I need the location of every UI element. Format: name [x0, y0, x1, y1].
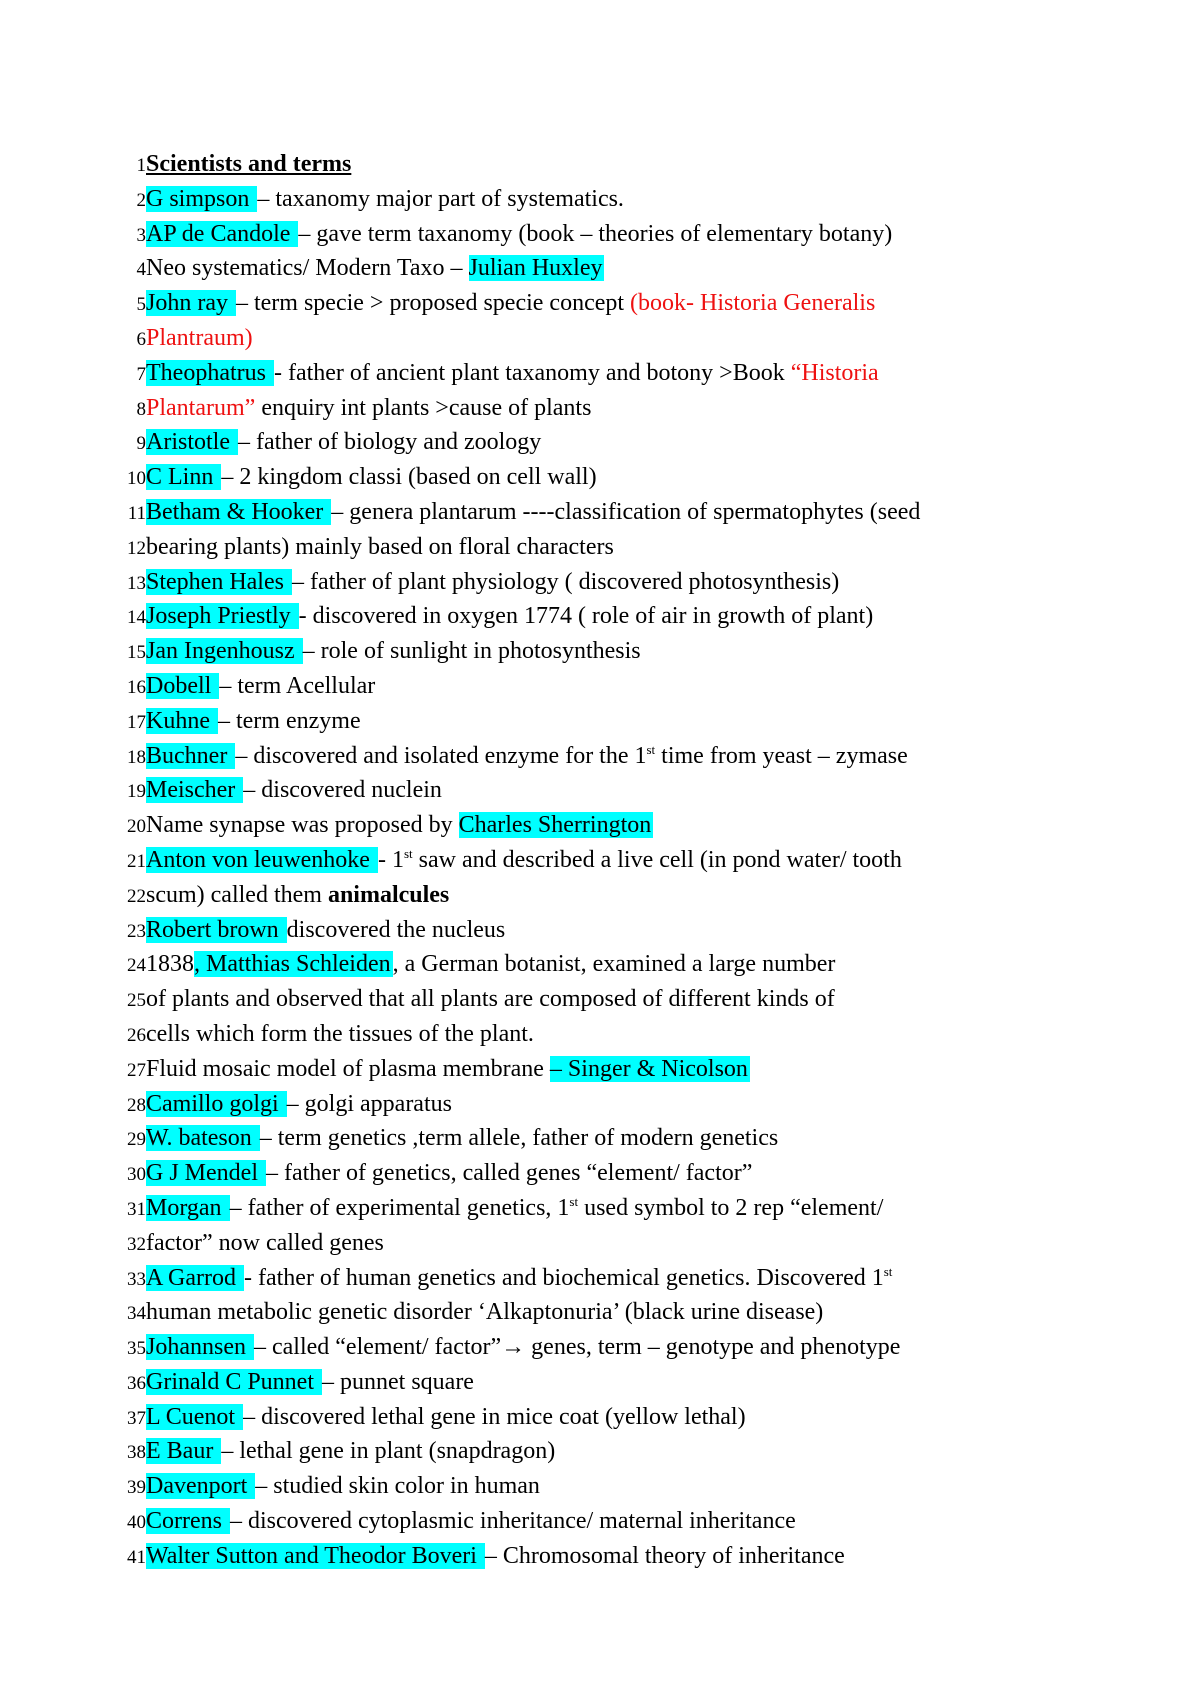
- line-text: [146, 1330, 900, 1365]
- line-text: [146, 704, 361, 739]
- text-segment: – Chromosomal theory of inheritance: [484, 1542, 845, 1569]
- text-segment: – term Acellular: [219, 672, 376, 699]
- line-number: 26: [127, 1024, 146, 1046]
- line-number: 16: [127, 676, 146, 698]
- text-segment: bearing plants) mainly based on floral characters: [146, 533, 614, 560]
- highlighted-name: Aristotle: [146, 429, 236, 456]
- text-segment: – gave term taxanomy (book – theories of elementary botany): [298, 220, 893, 247]
- line-number: 7: [136, 363, 146, 385]
- document-line: [0, 565, 1200, 600]
- red-book-title: Plantraum): [146, 324, 253, 351]
- text-segment: – father of plant physiology ( discovered photosynthesis): [291, 568, 840, 595]
- line-number: 33: [127, 1268, 146, 1290]
- line-number: 5: [136, 294, 146, 316]
- document-line: [0, 1469, 1200, 1504]
- document-line: [0, 843, 1200, 878]
- line-text: [146, 321, 253, 356]
- text-segment: – father of biology and zoology: [238, 429, 542, 456]
- line-number: 32: [127, 1233, 146, 1255]
- line-number: 29: [127, 1129, 146, 1151]
- line-text: [146, 1191, 883, 1226]
- highlighted-name: Johannsen: [146, 1334, 252, 1361]
- line-number: 28: [127, 1094, 146, 1116]
- document-line: [0, 1087, 1200, 1122]
- document-line: [0, 1365, 1200, 1400]
- document-line: [0, 1400, 1200, 1435]
- line-text: [146, 808, 653, 843]
- highlighted-name: Kuhne: [146, 707, 216, 734]
- page-title: st: [883, 1263, 893, 1279]
- text-segment: saw and described a live cell (in pond water/ tooth: [412, 846, 902, 873]
- text-segment: used symbol to 2 rep “element/: [578, 1194, 884, 1221]
- highlighted-name: G J Mendel: [146, 1160, 264, 1187]
- line-text: [146, 1434, 555, 1469]
- highlighted-name: – Singer & Nicolson: [549, 1055, 748, 1082]
- line-text: [146, 878, 449, 913]
- document-line: [0, 739, 1200, 774]
- document-line: [0, 1261, 1200, 1296]
- text-segment: – taxanomy major part of systematics.: [257, 185, 624, 212]
- document-line: [0, 878, 1200, 913]
- text-segment: discovered the nucleus: [286, 916, 506, 943]
- line-number: 20: [127, 816, 146, 838]
- page-title: st: [646, 741, 656, 757]
- highlighted-name: Buchner: [146, 742, 234, 769]
- document-line: [0, 1539, 1200, 1574]
- line-text: [146, 147, 351, 182]
- document-line: [0, 947, 1200, 982]
- highlighted-name: E Baur: [146, 1438, 220, 1465]
- line-text: [146, 565, 839, 600]
- document-line: [0, 1330, 1200, 1365]
- document-line: [0, 599, 1200, 634]
- line-text: [146, 1295, 823, 1330]
- line-number: 23: [127, 920, 146, 942]
- text-segment: – term enzyme: [217, 707, 361, 734]
- line-number: 30: [127, 1164, 146, 1186]
- text-segment: 1838: [146, 951, 194, 978]
- line-text: [146, 1504, 796, 1539]
- line-number: 9: [136, 433, 146, 455]
- document-line: [0, 391, 1200, 426]
- line-number: 10: [127, 468, 146, 490]
- highlighted-name: Davenport: [146, 1473, 254, 1500]
- document-line: [0, 356, 1200, 391]
- highlighted-name: John ray: [146, 290, 234, 317]
- text-segment: Name synapse was proposed by: [146, 812, 459, 839]
- text-segment: - father of ancient plant taxanomy and botony >Book: [273, 359, 791, 386]
- document-line: [0, 1156, 1200, 1191]
- text-segment: human metabolic genetic disorder ‘Alkaptonuria’ (black urine disease): [146, 1299, 824, 1326]
- line-text: [146, 1539, 845, 1574]
- text-segment: – discovered lethal gene in mice coat (yellow lethal): [243, 1403, 746, 1430]
- line-number: 24: [127, 955, 146, 977]
- line-number: 15: [127, 642, 146, 664]
- text-segment: – father of genetics, called genes “element/ factor”: [265, 1160, 753, 1187]
- text-segment: – discovered cytoplasmic inheritance/ maternal inheritance: [229, 1508, 796, 1535]
- line-number: 39: [127, 1477, 146, 1499]
- line-number: 12: [127, 537, 146, 559]
- line-text: [146, 460, 597, 495]
- highlighted-name: G simpson: [146, 185, 256, 212]
- document-line: [0, 530, 1200, 565]
- document-line: [0, 1017, 1200, 1052]
- line-text: [146, 913, 505, 948]
- highlighted-name: A Garrod: [146, 1264, 242, 1291]
- line-text: [146, 217, 892, 252]
- document-line: [0, 147, 1200, 182]
- text-segment: – golgi apparatus: [286, 1090, 452, 1117]
- document-line: [0, 913, 1200, 948]
- highlighted-name: Dobell: [146, 672, 218, 699]
- text-segment: – punnet square: [322, 1368, 474, 1395]
- line-number: 31: [127, 1198, 146, 1220]
- line-text: [146, 982, 835, 1017]
- text-segment: – father of experimental genetics, 1: [229, 1194, 570, 1221]
- line-number: 35: [127, 1338, 146, 1360]
- highlighted-name: Walter Sutton and Theodor Boveri: [146, 1542, 483, 1569]
- text-segment: – term genetics ,term allele, father of modern genetics: [259, 1125, 779, 1152]
- line-text: [146, 286, 875, 321]
- text-segment: – role of sunlight in photosynthesis: [302, 638, 641, 665]
- line-text: [146, 773, 442, 808]
- document-line: [0, 773, 1200, 808]
- document-body: [0, 147, 1200, 1574]
- red-book-title: (book- Historia Generalis: [630, 290, 876, 317]
- document-line: [0, 669, 1200, 704]
- line-number: 41: [127, 1546, 146, 1568]
- document-line: [0, 460, 1200, 495]
- highlighted-name: Joseph Priestly: [146, 603, 297, 630]
- document-line: [0, 1052, 1200, 1087]
- highlighted-name: Jan Ingenhousz: [146, 638, 301, 665]
- line-text: [146, 356, 879, 391]
- line-text: [146, 599, 873, 634]
- highlighted-name: AP de Candole: [146, 220, 297, 247]
- text-segment: – term specie > proposed specie concept: [235, 290, 631, 317]
- line-number: 2: [136, 189, 146, 211]
- line-text: [146, 391, 591, 426]
- highlighted-name: Stephen Hales: [146, 568, 290, 595]
- document-line: [0, 425, 1200, 460]
- line-number: 1: [136, 155, 146, 176]
- page-title: st: [403, 845, 413, 861]
- text-segment: Neo systematics/ Modern Taxo –: [146, 255, 469, 282]
- highlighted-name: Grinald C Punnet: [146, 1368, 320, 1395]
- line-number: 11: [127, 502, 146, 524]
- line-number: 14: [127, 607, 146, 629]
- text-segment: cells which form the tissues of the plant.: [146, 1020, 534, 1047]
- text-segment: – studied skin color in human: [255, 1473, 540, 1500]
- text-segment: – discovered nuclein: [243, 777, 442, 804]
- highlighted-name: Charles Sherrington: [458, 812, 652, 839]
- line-text: [146, 425, 541, 460]
- red-book-title: “Historia: [790, 359, 879, 386]
- document-line: [0, 1504, 1200, 1539]
- line-number: 4: [136, 259, 146, 281]
- document-line: [0, 251, 1200, 286]
- line-text: [146, 182, 624, 217]
- line-text: [146, 1017, 534, 1052]
- text-segment: - 1: [377, 846, 404, 873]
- line-number: 36: [127, 1372, 146, 1394]
- text-segment: enquiry int plants >cause of plants: [255, 394, 592, 421]
- document-line: [0, 704, 1200, 739]
- document-line: [0, 1295, 1200, 1330]
- line-text: [146, 1400, 746, 1435]
- line-text: [146, 1156, 752, 1191]
- text-segment: Fluid mosaic model of plasma membrane: [146, 1055, 550, 1082]
- text-segment: factor” now called genes: [146, 1229, 384, 1256]
- line-text: [146, 669, 375, 704]
- document-line: [0, 286, 1200, 321]
- document-line: [0, 321, 1200, 356]
- document-line: [0, 495, 1200, 530]
- line-text: [146, 1087, 452, 1122]
- line-text: [146, 251, 604, 286]
- document-line: [0, 808, 1200, 843]
- highlighted-name: Correns: [146, 1508, 228, 1535]
- line-text: [146, 843, 902, 878]
- text-segment: – discovered and isolated enzyme for the 1: [235, 742, 647, 769]
- line-text: [146, 947, 835, 982]
- line-number: 3: [136, 224, 146, 246]
- document-line: [0, 1226, 1200, 1261]
- document-line: [0, 1191, 1200, 1226]
- red-book-title: Plantarum”: [146, 394, 256, 421]
- line-number: 27: [127, 1059, 146, 1081]
- text-segment: – lethal gene in plant (snapdragon): [221, 1438, 556, 1465]
- text-segment: of plants and observed that all plants are composed of different kinds of: [146, 986, 835, 1013]
- highlighted-name: C Linn: [146, 464, 220, 491]
- page-title: st: [569, 1193, 579, 1209]
- line-text: [146, 1469, 540, 1504]
- line-number: 21: [127, 850, 146, 872]
- document-line: [0, 1121, 1200, 1156]
- text-segment: time from yeast – zymase: [655, 742, 908, 769]
- highlighted-name: Robert brown: [146, 916, 285, 943]
- text-segment: animalcules: [327, 881, 450, 908]
- highlighted-name: Meischer: [146, 777, 242, 804]
- line-number: 37: [127, 1407, 146, 1429]
- line-text: [146, 1226, 384, 1261]
- line-number: 8: [136, 398, 146, 420]
- line-number: 13: [127, 572, 146, 594]
- document-line: [0, 982, 1200, 1017]
- line-text: [146, 495, 920, 530]
- highlighted-name: L Cuenot: [146, 1403, 242, 1430]
- text-segment: - discovered in oxygen 1774 ( role of air in growth of plant): [298, 603, 874, 630]
- line-number: 17: [127, 711, 146, 733]
- document-line: [0, 217, 1200, 252]
- highlighted-name: Camillo golgi: [146, 1090, 285, 1117]
- line-number: 38: [127, 1442, 146, 1464]
- document-line: [0, 182, 1200, 217]
- highlighted-name: Theophatrus: [146, 359, 272, 386]
- line-text: [146, 1121, 778, 1156]
- line-number: 40: [127, 1512, 146, 1534]
- line-text: [146, 1365, 474, 1400]
- highlighted-name: , Matthias Schleiden: [194, 951, 391, 978]
- highlighted-name: Anton von leuwenhoke: [146, 846, 376, 873]
- highlighted-name: Julian Huxley: [468, 255, 603, 282]
- line-number: 6: [136, 328, 146, 350]
- line-number: 18: [127, 746, 146, 768]
- line-number: 25: [127, 990, 146, 1012]
- page-title: Scientists and terms: [146, 151, 352, 177]
- line-text: [146, 739, 908, 774]
- text-segment: – 2 kingdom classi (based on cell wall): [221, 464, 597, 491]
- line-number: 19: [127, 781, 146, 803]
- line-text: [146, 1261, 892, 1296]
- line-text: [146, 1052, 750, 1087]
- text-segment: - father of human genetics and biochemical genetics. Discovered 1: [243, 1264, 884, 1291]
- highlighted-name: Betham & Hooker: [146, 498, 330, 525]
- line-number: 22: [127, 885, 146, 907]
- document-line: [0, 1434, 1200, 1469]
- line-number: 34: [127, 1303, 146, 1325]
- text-segment: – called “element/ factor”→ genes, term – genotype and phenotype: [253, 1334, 901, 1361]
- text-segment: scum) called them: [146, 881, 328, 908]
- document-line: [0, 634, 1200, 669]
- line-text: [146, 634, 641, 669]
- highlighted-name: Morgan: [146, 1194, 228, 1221]
- highlighted-name: W. bateson: [146, 1125, 258, 1152]
- text-segment: – genera plantarum ----classification of spermatophytes (seed: [331, 498, 921, 525]
- line-text: [146, 530, 614, 565]
- text-segment: , a German botanist, examined a large number: [392, 951, 836, 978]
